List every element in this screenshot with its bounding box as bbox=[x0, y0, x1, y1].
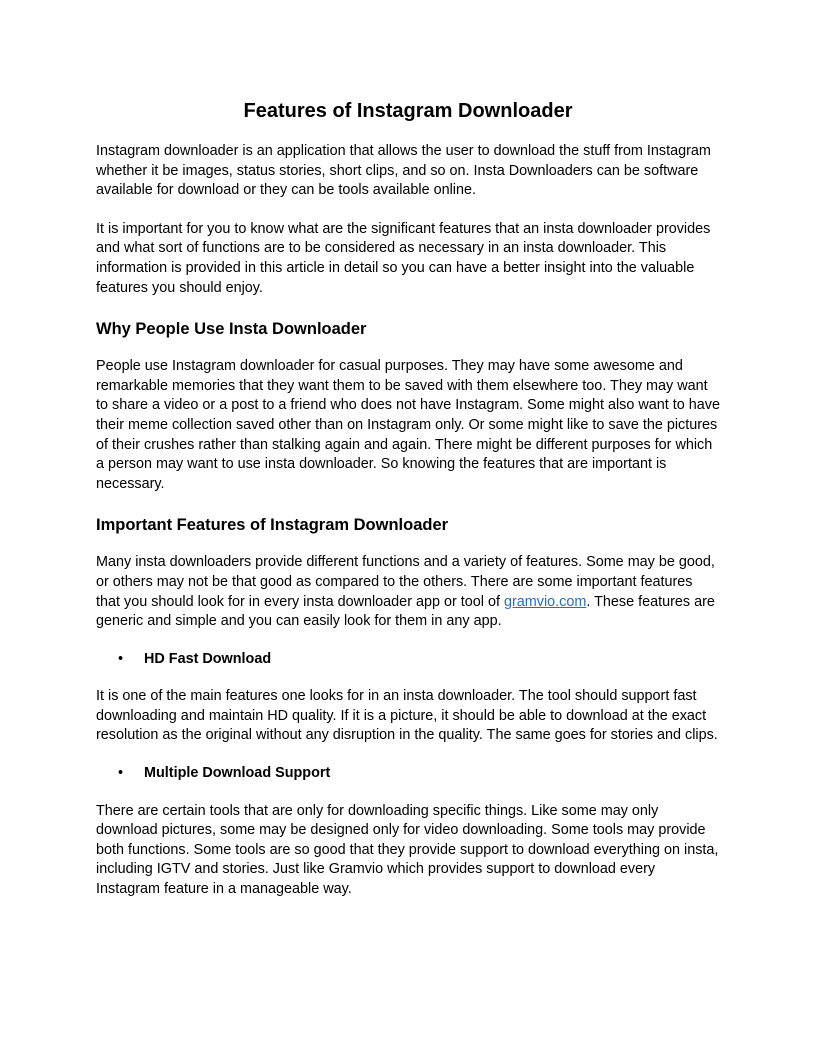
bullet-item-hd-fast-download bbox=[96, 650, 720, 670]
gramvio-link[interactable]: gramvio.com bbox=[503, 593, 587, 610]
intro-paragraph-2: It is important for you to know what are the significant features that an insta downloader provides and what sort of functions are to be considered as necessary in an insta downloader. This information is provided in this article in detail so you can have a better insight into the valuable features you should enjoy. bbox=[96, 220, 711, 296]
bullet-icon: • bbox=[118, 650, 124, 667]
section-heading-features: Important Features of Instagram Downloader bbox=[96, 516, 449, 535]
hd-fast-download-paragraph: It is one of the main features one looks for in an insta downloader. The tool should support fast downloading and maintain HD quality. If it is a picture, it should be able to download at the exact resolution as the original without any disruption in the quality. The same goes for stories and clips. bbox=[96, 688, 718, 744]
section-features-paragraph bbox=[96, 553, 720, 631]
bullet-label: HD Fast Download bbox=[144, 650, 272, 667]
document-page bbox=[96, 96, 720, 900]
bullet-label: Multiple Download Support bbox=[144, 765, 331, 782]
section-heading-why: Why People Use Insta Downloader bbox=[96, 320, 367, 339]
bullet-icon: • bbox=[118, 765, 124, 782]
multiple-download-support-paragraph: There are certain tools that are only for downloading specific things. Like some may only download pictures, some may be designed only for video downloading. Some tools may provide both functions. Some tools are so good that they provide support to download everything on insta, including IGTV and stories. Just like Gramvio which provides support to download every Instagram feature in a manageable way. bbox=[96, 802, 719, 898]
features-text-after-link: . These features are generic and simple and you can easily look for them in any app. bbox=[96, 593, 715, 630]
features-text-before-link: Many insta downloaders provide different functions and a variety of features. Some may be good, or others may not be that good as compared to the others. There are some important features that you should look for in every insta downloader app or tool of bbox=[96, 554, 715, 610]
section-why-paragraph: People use Instagram downloader for casual purposes. They may have some awesome and remarkable memories that they want them to be saved with them elsewhere too. They may want to share a video or a post to a friend who does not have Instagram. Some might also want to have their meme collection saved other than on Instagram only. Or some might like to save the pictures of their crushes rather than stalking again and again. There might be different purposes for which a person may want to use insta downloader. So knowing the features that are important is necessary. bbox=[96, 358, 720, 492]
document-title: Features of Instagram Downloader bbox=[243, 100, 573, 122]
intro-paragraph-1: Instagram downloader is an application that allows the user to download the stuff from Instagram whether it be images, status stories, short clips, and so on. Insta Downloaders can be software available for download or they can be tools available online. bbox=[96, 143, 711, 199]
bullet-item-multiple-download-support bbox=[96, 764, 720, 784]
